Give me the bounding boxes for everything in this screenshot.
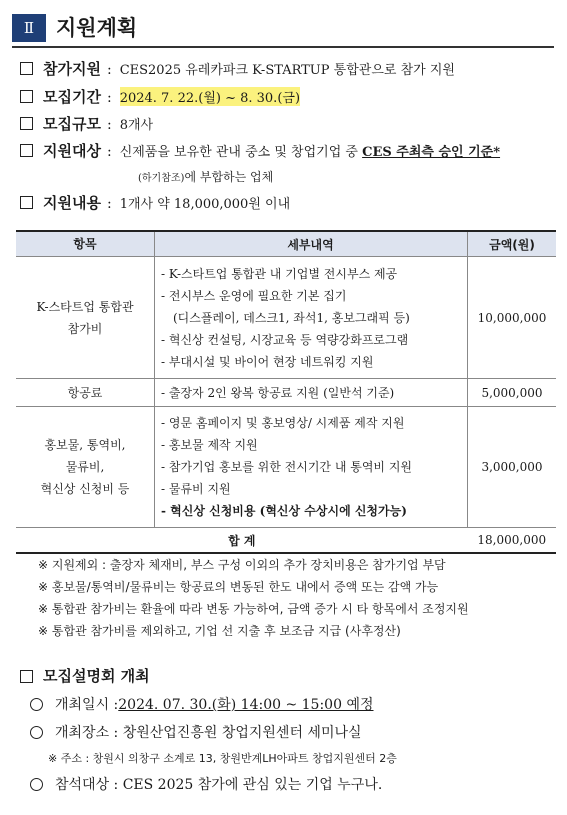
table-cell-amount: 5,000,000 bbox=[468, 379, 557, 407]
page-title: 지원계획 bbox=[56, 16, 138, 40]
briefing-section-title: 모집설명회 개최 bbox=[20, 665, 150, 686]
info-row-participation: 참가지원 : CES2025 유레카파크 K-STARTUP 통합관으로 참가 지원 bbox=[20, 58, 455, 79]
table-row bbox=[16, 257, 556, 379]
info-value-highlighted: 2024. 7. 22.(월) ~ 8. 30.(금) bbox=[120, 87, 300, 106]
info-label: 모집기간 bbox=[43, 88, 101, 106]
briefing-target-row: 참석대상 : CES 2025 참가에 관심 있는 기업 누구나. bbox=[30, 774, 382, 794]
info-value: CES2025 유레카파크 K-STARTUP 통합관으로 참가 지원 bbox=[119, 63, 455, 78]
section-header bbox=[12, 8, 554, 46]
note-item: ※ 통합관 참가비는 환율에 따라 변동 가능하여, 금액 증가 시 타 항목에서 조정지원 bbox=[38, 602, 469, 616]
square-bullet-icon bbox=[20, 196, 33, 209]
info-row-content: 지원내용 : 1개사 약 18,000,000원 이내 bbox=[20, 192, 290, 213]
info-value: 신제품을 보유한 관내 중소 및 창업기업 중 CES 주최측 승인 기준* bbox=[119, 145, 501, 160]
circle-bullet-icon bbox=[30, 698, 43, 711]
square-bullet-icon bbox=[20, 144, 33, 157]
table-row bbox=[16, 379, 556, 407]
table-row bbox=[16, 407, 556, 528]
circle-bullet-icon bbox=[30, 726, 43, 739]
section-number-badge: Ⅱ bbox=[12, 14, 46, 42]
briefing-date-row: 개최일시 : 2024. 07. 30.(화) 14:00 ~ 15:00 예정 bbox=[30, 694, 374, 714]
table-header-row bbox=[16, 231, 556, 257]
table-cell-detail: - 출장자 2인 왕복 항공료 지원 (일반석 기준) bbox=[155, 379, 468, 407]
table-cell-detail: - 영문 홈페이지 및 홍보영상/ 시제품 제작 지원 - 홍보물 제작 지원 - 참가기업 홍보를 위한 전시기간 내 통역비 지원 - 물류비 지원 - 혁신상 신청비용 (혁신상 수상시에 신청가능) bbox=[155, 407, 468, 528]
column-header-detail: 세부내역 bbox=[155, 231, 468, 257]
info-label: 참가지원 bbox=[43, 60, 101, 78]
total-amount: 18,000,000 bbox=[468, 528, 557, 554]
table-cell-amount: 3,000,000 bbox=[468, 407, 557, 528]
info-row-target: 지원대상 : 신제품을 보유한 관내 중소 및 창업기업 중 CES 주최측 승인 기준* bbox=[20, 140, 500, 161]
column-header-amount: 금액(원) bbox=[468, 231, 557, 257]
square-bullet-icon bbox=[20, 62, 33, 75]
briefing-place-row: 개최장소 : 창원산업진흥원 창업지원센터 세미나실 bbox=[30, 722, 362, 742]
table-total-row bbox=[16, 528, 556, 554]
table-cell-item: 항공료 bbox=[16, 379, 155, 407]
header-divider bbox=[12, 46, 554, 48]
table-cell-amount: 10,000,000 bbox=[468, 257, 557, 379]
square-bullet-icon bbox=[20, 117, 33, 130]
info-value: 8개사 bbox=[119, 118, 154, 133]
support-budget-table bbox=[16, 230, 556, 554]
info-row-period: 모집기간 : 2024. 7. 22.(월) ~ 8. 30.(금) bbox=[20, 86, 300, 107]
info-value: 1개사 약 18,000,000원 이내 bbox=[119, 197, 291, 212]
table-cell-item: K-스타트업 통합관 참가비 bbox=[16, 257, 155, 379]
note-item: ※ 지원제외 : 출장자 체재비, 부스 구성 이외의 추가 장치비용은 참가기업 부담 bbox=[38, 558, 446, 572]
table-cell-item: 홍보물, 통역비, 물류비, 혁신상 신청비 등 bbox=[16, 407, 155, 528]
briefing-address: ※ 주소 : 창원시 의창구 소계로 13, 창원반계LH아파트 창업지원센터 2층 bbox=[48, 752, 397, 765]
target-note: (하기참조)에 부합하는 업체 bbox=[138, 170, 274, 184]
note-item: ※ 통합관 참가비를 제외하고, 기업 선 지출 후 보조금 지급 (사후정산) bbox=[38, 624, 401, 638]
circle-bullet-icon bbox=[30, 778, 43, 791]
note-item: ※ 홍보물/통역비/물류비는 항공료의 변동된 한도 내에서 증액 또는 감액 가능 bbox=[38, 580, 439, 594]
total-label: 합 계 bbox=[16, 528, 468, 554]
info-row-scale: 모집규모 : 8개사 bbox=[20, 113, 153, 134]
info-label: 지원내용 bbox=[43, 194, 101, 212]
approval-criteria-emphasis: CES 주최측 승인 기준* bbox=[362, 145, 501, 160]
square-bullet-icon bbox=[20, 670, 33, 683]
table-cell-detail: - K-스타트업 통합관 내 기업별 전시부스 제공 - 전시부스 운영에 필요한 기본 집기 (디스플레이, 데스크1, 좌석1, 홍보그래픽 등) - 혁신상 컨설팅, 시장교육 등 역량강화프로그램 - 부대시설 및 바이어 현장 네트워킹 지원 bbox=[155, 257, 468, 379]
square-bullet-icon bbox=[20, 90, 33, 103]
column-header-item: 항목 bbox=[16, 231, 155, 257]
info-label: 지원대상 bbox=[43, 142, 101, 160]
info-label: 모집규모 bbox=[43, 115, 101, 133]
briefing-date-value: 2024. 07. 30.(화) 14:00 ~ 15:00 예정 bbox=[118, 697, 374, 713]
